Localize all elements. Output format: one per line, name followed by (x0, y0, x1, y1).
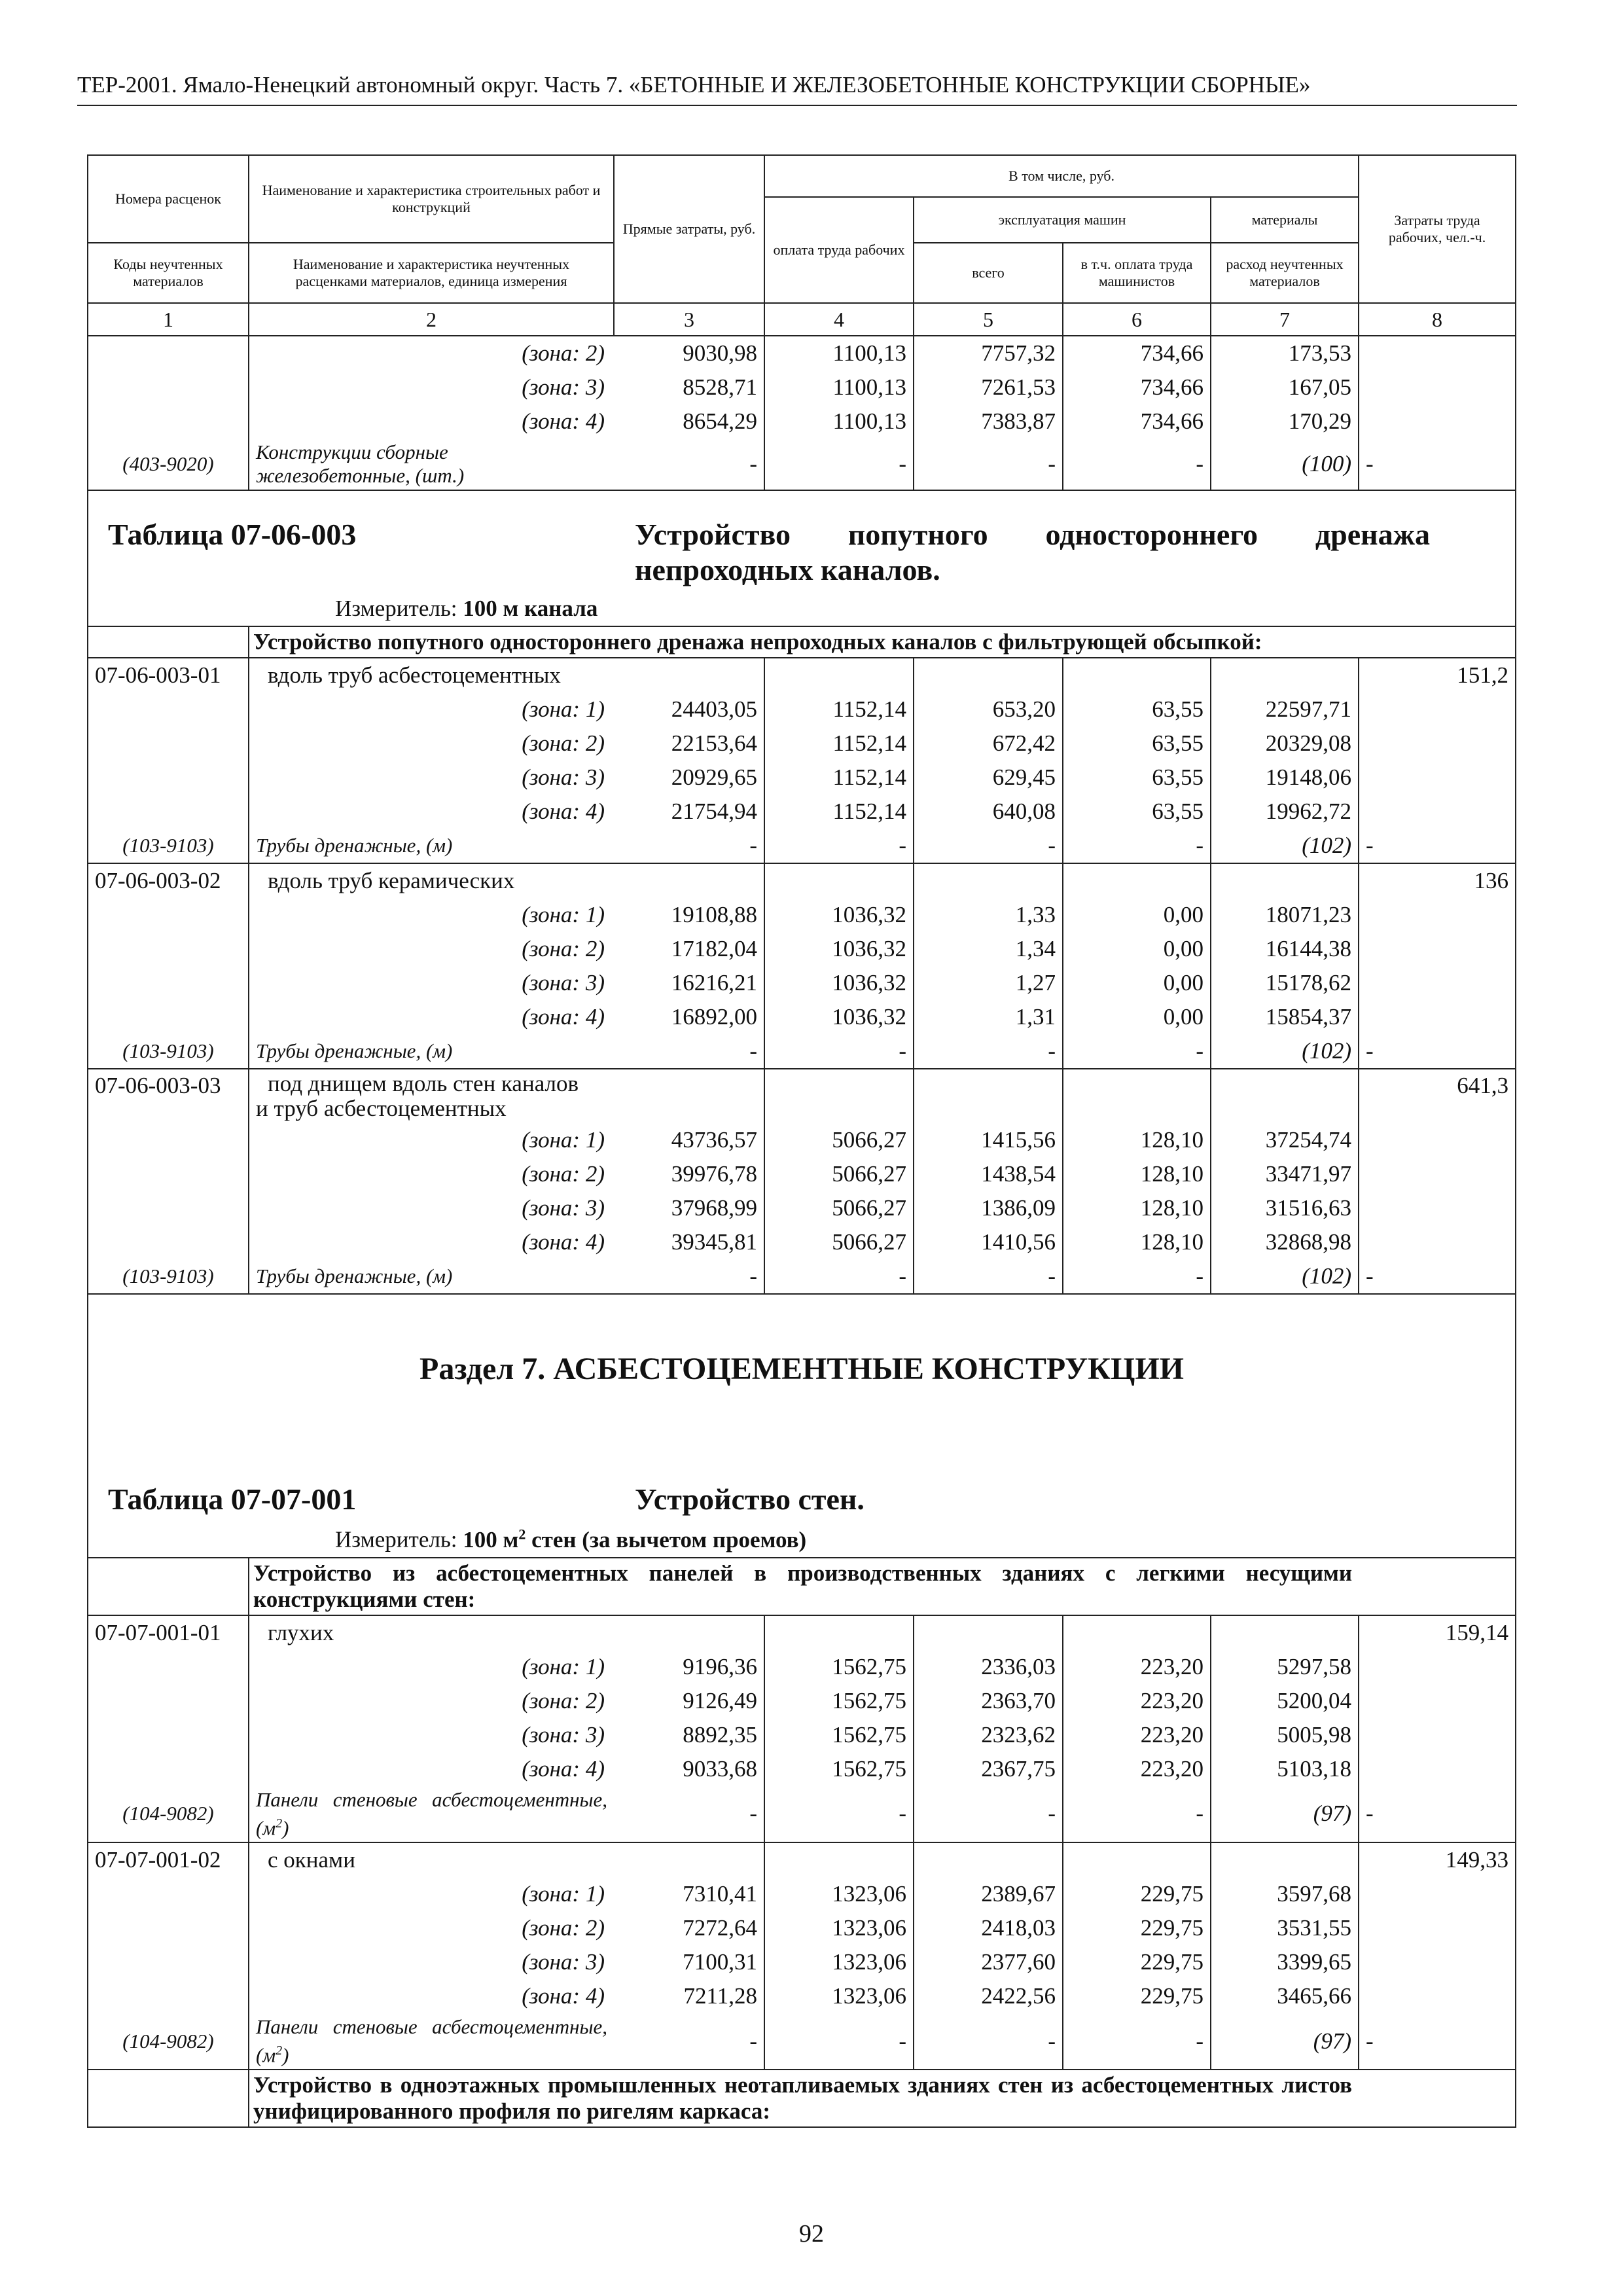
materials: 173,53 (1211, 336, 1359, 370)
direct-cost: 39345,81 (614, 1225, 764, 1259)
machinist-wages: 229,75 (1063, 1911, 1211, 1945)
dash: - (914, 1786, 1063, 1842)
machinist-wages: 63,55 (1063, 726, 1211, 761)
page-number: 92 (799, 2220, 824, 2248)
zone-label: (зона: 1) (522, 1653, 605, 1679)
dash: - (764, 1786, 914, 1842)
header-machinist-wages: в т.ч. оплата труда машинистов (1063, 243, 1211, 303)
direct-cost: 9196,36 (614, 1650, 764, 1684)
resource-row (88, 1259, 1516, 1294)
column-number: 4 (764, 303, 914, 336)
group-heading: Устройство в одноэтажных промышленных неотапливаемых зданиях стен из асбестоцементных листов унифицированного профиля по ригелям каркаса: (249, 2070, 1359, 2127)
direct-cost: 19108,88 (614, 898, 764, 932)
zone-row (88, 1191, 1516, 1225)
item-name: под днищем вдоль стен каналов (268, 1071, 579, 1096)
machines-total: 1,27 (914, 966, 1063, 1000)
wages: 1152,14 (764, 726, 914, 761)
labor-cost: 159,14 (1359, 1615, 1516, 1650)
materials: 22597,71 (1211, 692, 1359, 726)
resource-name (249, 2013, 614, 2070)
dash: - (764, 1034, 914, 1069)
dash: - (614, 1786, 764, 1842)
dash: - (1359, 2013, 1516, 2070)
dash: - (764, 829, 914, 863)
zone-row (88, 966, 1516, 1000)
direct-cost: 16216,21 (614, 966, 764, 1000)
measure-value: 100 м (463, 1526, 519, 1552)
machines-total: 2367,75 (914, 1752, 1063, 1786)
zone-label: (зона: 2) (522, 340, 605, 366)
machines-total: 2389,67 (914, 1877, 1063, 1911)
wages: 1036,32 (764, 898, 914, 932)
measure-label: Измеритель: (335, 596, 457, 621)
direct-cost: 22153,64 (614, 726, 764, 761)
materials: 5297,58 (1211, 1650, 1359, 1684)
table-title: Таблица 07-07-001 (108, 1482, 357, 1516)
header-wages: оплата труда рабочих (764, 197, 914, 303)
resource-row (88, 439, 1516, 490)
wages: 1036,32 (764, 932, 914, 966)
wages: 1323,06 (764, 1945, 914, 1979)
direct-cost: 8654,29 (614, 404, 764, 439)
zone-label: (зона: 2) (522, 1914, 605, 1941)
dash: - (614, 439, 764, 490)
machines-total: 1,34 (914, 932, 1063, 966)
zone-row (88, 761, 1516, 795)
wages: 1100,13 (764, 336, 914, 370)
wages: 1036,32 (764, 1000, 914, 1034)
dash: - (914, 829, 1063, 863)
machines-total: 2418,03 (914, 1911, 1063, 1945)
materials: 3531,55 (1211, 1911, 1359, 1945)
direct-cost: 39976,78 (614, 1157, 764, 1191)
machinist-wages: 63,55 (1063, 761, 1211, 795)
resource-unit-exponent: 2 (276, 1816, 283, 1831)
zone-label: (зона: 4) (522, 1229, 605, 1255)
direct-cost: 17182,04 (614, 932, 764, 966)
item-code: 07-07-001-02 (88, 1842, 249, 1877)
materials: 15854,37 (1211, 1000, 1359, 1034)
header-labor: Затраты труда рабочих, чел.-ч. (1359, 155, 1516, 303)
machinist-wages: 734,66 (1063, 404, 1211, 439)
labor-cost: 149,33 (1359, 1842, 1516, 1877)
machinist-wages: 128,10 (1063, 1191, 1211, 1225)
wages: 1152,14 (764, 692, 914, 726)
zone-label: (зона: 4) (522, 408, 605, 434)
direct-cost: 9126,49 (614, 1684, 764, 1718)
zone-label: (зона: 1) (522, 1880, 605, 1907)
zone-row (88, 404, 1516, 439)
resource-name: Конструкции сборные железобетонные, (шт.) (249, 439, 614, 490)
materials: 15178,62 (1211, 966, 1359, 1000)
direct-cost: 8892,35 (614, 1718, 764, 1752)
wages: 1323,06 (764, 1877, 914, 1911)
table-title-row (88, 490, 1516, 626)
resource-quantity: (102) (1211, 1259, 1359, 1294)
measure-line (335, 594, 1495, 623)
zone-label: (зона: 1) (522, 902, 605, 927)
item-name: глухих (249, 1615, 614, 1650)
section-title: Раздел 7. АСБЕСТОЦЕМЕНТНЫЕ КОНСТРУКЦИИ (419, 1352, 1184, 1386)
wages: 1323,06 (764, 1911, 914, 1945)
zone-label: (зона: 1) (522, 696, 605, 722)
direct-cost: 8528,71 (614, 370, 764, 404)
machinist-wages: 229,75 (1063, 1945, 1211, 1979)
direct-cost: 43736,57 (614, 1123, 764, 1157)
measure-exponent: 2 (518, 1526, 526, 1542)
direct-cost: 16892,00 (614, 1000, 764, 1034)
zone-row (88, 1684, 1516, 1718)
materials: 167,05 (1211, 370, 1359, 404)
resource-row (88, 829, 1516, 863)
dash: - (1063, 829, 1211, 863)
zone-row (88, 1650, 1516, 1684)
zone-label: (зона: 3) (522, 764, 605, 790)
table-name: Устройство стен. (635, 1482, 865, 1516)
measure-value-suffix: стен (за вычетом проемов) (526, 1526, 807, 1552)
machines-total: 1410,56 (914, 1225, 1063, 1259)
direct-cost: 24403,05 (614, 692, 764, 726)
zone-label: (зона: 4) (522, 1004, 605, 1030)
item-code: 07-07-001-01 (88, 1615, 249, 1650)
resource-quantity: (102) (1211, 1034, 1359, 1069)
header-unaccounted-name: Наименование и характеристика неучтенных расценками материалов, единица измерения (249, 243, 614, 303)
machinist-wages: 0,00 (1063, 966, 1211, 1000)
zone-label: (зона: 3) (522, 374, 605, 400)
machines-total: 653,20 (914, 692, 1063, 726)
direct-cost: 21754,94 (614, 795, 764, 829)
column-numbers-row (88, 303, 1516, 336)
zone-row (88, 1877, 1516, 1911)
resource-unit-exponent: 2 (276, 2043, 283, 2058)
column-number: 8 (1359, 303, 1516, 336)
machinist-wages: 0,00 (1063, 1000, 1211, 1034)
column-number: 5 (914, 303, 1063, 336)
zone-row (88, 336, 1516, 370)
direct-cost: 37968,99 (614, 1191, 764, 1225)
item-name: с окнами (249, 1842, 614, 1877)
machines-total: 2363,70 (914, 1684, 1063, 1718)
wages: 1100,13 (764, 404, 914, 439)
machinist-wages: 223,20 (1063, 1752, 1211, 1786)
machinist-wages: 63,55 (1063, 692, 1211, 726)
zone-row (88, 1752, 1516, 1786)
materials: 16144,38 (1211, 932, 1359, 966)
zone-row (88, 1225, 1516, 1259)
machinist-wages: 734,66 (1063, 336, 1211, 370)
labor-cost: 151,2 (1359, 658, 1516, 692)
materials: 32868,98 (1211, 1225, 1359, 1259)
machinist-wages: 0,00 (1063, 932, 1211, 966)
measure-line (335, 1520, 1495, 1554)
group-heading: Устройство из асбестоцементных панелей в производственных зданиях с легкими несущими конструкциями стен: (249, 1558, 1359, 1615)
machinist-wages: 223,20 (1063, 1718, 1211, 1752)
dash: - (1063, 1034, 1211, 1069)
resource-name: Трубы дренажные, (м) (249, 1259, 614, 1294)
measure-label: Измеритель: (335, 1526, 457, 1552)
machines-total: 1,31 (914, 1000, 1063, 1034)
dash: - (1359, 1034, 1516, 1069)
zone-row (88, 1979, 1516, 2013)
machinist-wages: 0,00 (1063, 898, 1211, 932)
zone-row (88, 1911, 1516, 1945)
header-work-name: Наименование и характеристика строительных работ и конструкций (249, 155, 614, 243)
zone-label: (зона: 3) (522, 1721, 605, 1748)
machinist-wages: 229,75 (1063, 1979, 1211, 2013)
machines-total: 2422,56 (914, 1979, 1063, 2013)
wages: 1152,14 (764, 761, 914, 795)
header-price-number: Номера расценок (88, 155, 249, 243)
header-direct-costs: Прямые затраты, руб. (614, 155, 764, 303)
machinist-wages: 734,66 (1063, 370, 1211, 404)
zone-label: (зона: 1) (522, 1127, 605, 1153)
dash: - (914, 1034, 1063, 1069)
dash: - (1063, 439, 1211, 490)
machinist-wages: 128,10 (1063, 1225, 1211, 1259)
item-name: вдоль труб керамических (249, 863, 614, 898)
materials: 19148,06 (1211, 761, 1359, 795)
table-title: Таблица 07-06-003 (108, 518, 357, 551)
direct-cost: 20929,65 (614, 761, 764, 795)
item-name-continued: и труб асбестоцементных (256, 1096, 507, 1121)
resource-name-text: Панели стеновые асбестоцементные, (м (256, 1787, 607, 1839)
machinist-wages: 223,20 (1063, 1684, 1211, 1718)
measure-value: 100 м канала (463, 596, 598, 621)
column-number: 7 (1211, 303, 1359, 336)
resource-name (249, 1786, 614, 1842)
machines-total: 629,45 (914, 761, 1063, 795)
column-number: 3 (614, 303, 764, 336)
section-title-row (88, 1294, 1516, 1558)
header-rule (77, 105, 1517, 106)
machines-total: 1,33 (914, 898, 1063, 932)
zone-row (88, 692, 1516, 726)
zone-label: (зона: 2) (522, 936, 605, 961)
zone-row (88, 932, 1516, 966)
machinist-wages: 229,75 (1063, 1877, 1211, 1911)
machinist-wages: 63,55 (1063, 795, 1211, 829)
machinist-wages: 128,10 (1063, 1123, 1211, 1157)
zone-row (88, 898, 1516, 932)
resource-code: (103-9103) (88, 1034, 249, 1069)
wages: 5066,27 (764, 1191, 914, 1225)
zone-label: (зона: 3) (522, 970, 605, 996)
item-row (88, 1615, 1516, 1650)
materials: 5200,04 (1211, 1684, 1359, 1718)
direct-cost: 7211,28 (614, 1979, 764, 2013)
item-code: 07-06-003-02 (88, 863, 249, 898)
zone-row (88, 795, 1516, 829)
item-name: вдоль труб асбестоцементных (249, 658, 614, 692)
materials: 20329,08 (1211, 726, 1359, 761)
header-materials: материалы (1211, 197, 1359, 243)
machines-total: 1415,56 (914, 1123, 1063, 1157)
wages: 1562,75 (764, 1684, 914, 1718)
zone-row (88, 1157, 1516, 1191)
zone-row (88, 1000, 1516, 1034)
dash: - (1359, 1259, 1516, 1294)
zone-row (88, 370, 1516, 404)
item-row (88, 863, 1516, 898)
materials: 19962,72 (1211, 795, 1359, 829)
group-heading: Устройство попутного одностороннего дренажа непроходных каналов с фильтрующей обсыпкой: (249, 626, 1516, 658)
materials: 3399,65 (1211, 1945, 1359, 1979)
zone-row (88, 1945, 1516, 1979)
zone-label: (зона: 2) (522, 730, 605, 756)
materials: 3465,66 (1211, 1979, 1359, 2013)
wages: 1562,75 (764, 1718, 914, 1752)
resource-quantity: (102) (1211, 829, 1359, 863)
resource-code: (403-9020) (88, 439, 249, 490)
materials: 5103,18 (1211, 1752, 1359, 1786)
resource-name-suffix: ) (282, 2043, 289, 2067)
wages: 1100,13 (764, 370, 914, 404)
wages: 1562,75 (764, 1752, 914, 1786)
direct-cost: 7272,64 (614, 1911, 764, 1945)
resource-name: Трубы дренажные, (м) (256, 1039, 453, 1062)
resource-row (88, 2013, 1516, 2070)
dash: - (1063, 1786, 1211, 1842)
wages: 5066,27 (764, 1123, 914, 1157)
zone-label: (зона: 3) (522, 1195, 605, 1221)
machines-total: 2377,60 (914, 1945, 1063, 1979)
materials: 31516,63 (1211, 1191, 1359, 1225)
item-row (88, 1069, 1516, 1123)
dash: - (914, 1259, 1063, 1294)
direct-cost: 9033,68 (614, 1752, 764, 1786)
machines-total: 7261,53 (914, 370, 1063, 404)
resource-row (88, 1034, 1516, 1069)
resource-quantity: (97) (1211, 1786, 1359, 1842)
item-code: 07-06-003-03 (88, 1069, 249, 1123)
resource-code: (103-9103) (88, 829, 249, 863)
dash: - (914, 439, 1063, 490)
machinist-wages: 128,10 (1063, 1157, 1211, 1191)
materials: 170,29 (1211, 404, 1359, 439)
zone-label: (зона: 4) (522, 1755, 605, 1782)
materials: 33471,97 (1211, 1157, 1359, 1191)
dash: - (1063, 1259, 1211, 1294)
machines-total: 640,08 (914, 795, 1063, 829)
dash: - (764, 2013, 914, 2070)
materials: 5005,98 (1211, 1718, 1359, 1752)
materials: 18071,23 (1211, 898, 1359, 932)
header-machines-total: всего (914, 243, 1063, 303)
resource-name-suffix: ) (282, 1816, 289, 1839)
wages: 1323,06 (764, 1979, 914, 2013)
dash: - (614, 1034, 764, 1069)
table-name-line1: Устройство попутного одностороннего дренажа (635, 518, 1430, 551)
machines-total: 7757,32 (914, 336, 1063, 370)
zone-label: (зона: 3) (522, 1948, 605, 1975)
direct-cost: 9030,98 (614, 336, 764, 370)
labor-cost: 641,3 (1359, 1069, 1516, 1123)
resource-name-text: Панели стеновые асбестоцементные, (м (256, 2015, 607, 2067)
header-including: В том числе, руб. (764, 155, 1359, 197)
zone-row (88, 1718, 1516, 1752)
resource-code: (104-9082) (88, 2013, 249, 2070)
labor-cost: 136 (1359, 863, 1516, 898)
column-number: 2 (249, 303, 614, 336)
dash: - (614, 1259, 764, 1294)
machinist-wages: 223,20 (1063, 1650, 1211, 1684)
materials: 3597,68 (1211, 1877, 1359, 1911)
machines-total: 7383,87 (914, 404, 1063, 439)
dash: - (764, 439, 914, 490)
dash: - (1063, 2013, 1211, 2070)
zone-label: (зона: 2) (522, 1687, 605, 1713)
table-name-line2: непроходных каналов. (635, 553, 940, 586)
resource-quantity: (100) (1211, 439, 1359, 490)
resource-code: (103-9103) (88, 1259, 249, 1294)
dash: - (614, 2013, 764, 2070)
item-row (88, 658, 1516, 692)
dash: - (914, 2013, 1063, 2070)
machines-total: 672,42 (914, 726, 1063, 761)
dash: - (1359, 829, 1516, 863)
zone-row (88, 1123, 1516, 1157)
price-table (87, 154, 1516, 2128)
dash: - (614, 829, 764, 863)
column-number: 6 (1063, 303, 1211, 336)
header-codes: Коды неучтенных материалов (88, 243, 249, 303)
machines-total: 2323,62 (914, 1718, 1063, 1752)
direct-cost: 7310,41 (614, 1877, 764, 1911)
wages: 1036,32 (764, 966, 914, 1000)
resource-name: Трубы дренажные, (м) (256, 834, 453, 857)
materials: 37254,74 (1211, 1123, 1359, 1157)
zone-label: (зона: 4) (522, 1982, 605, 2009)
zone-row (88, 726, 1516, 761)
wages: 1562,75 (764, 1650, 914, 1684)
resource-quantity: (97) (1211, 2013, 1359, 2070)
dash: - (1359, 439, 1516, 490)
machines-total: 1438,54 (914, 1157, 1063, 1191)
wages: 1152,14 (764, 795, 914, 829)
header-unaccounted-materials: расход неучтенных материалов (1211, 243, 1359, 303)
direct-cost: 7100,31 (614, 1945, 764, 1979)
wages: 5066,27 (764, 1225, 914, 1259)
resource-code: (104-9082) (88, 1786, 249, 1842)
dash: - (1359, 1786, 1516, 1842)
machines-total: 1386,09 (914, 1191, 1063, 1225)
wages: 5066,27 (764, 1157, 914, 1191)
header-machines: эксплуатация машин (914, 197, 1211, 243)
running-head: ТЕР-2001. Ямало-Ненецкий автономный округ. Часть 7. «БЕТОННЫЕ И ЖЕЛЕЗОБЕТОННЫЕ КОНСТРУКЦИИ СБОРНЫЕ» (77, 72, 1311, 98)
machines-total: 2336,03 (914, 1650, 1063, 1684)
column-number: 1 (88, 303, 249, 336)
item-row (88, 1842, 1516, 1877)
resource-row (88, 1786, 1516, 1842)
item-code: 07-06-003-01 (88, 658, 249, 692)
zone-label: (зона: 4) (522, 798, 605, 824)
dash: - (764, 1259, 914, 1294)
zone-label: (зона: 2) (522, 1161, 605, 1187)
